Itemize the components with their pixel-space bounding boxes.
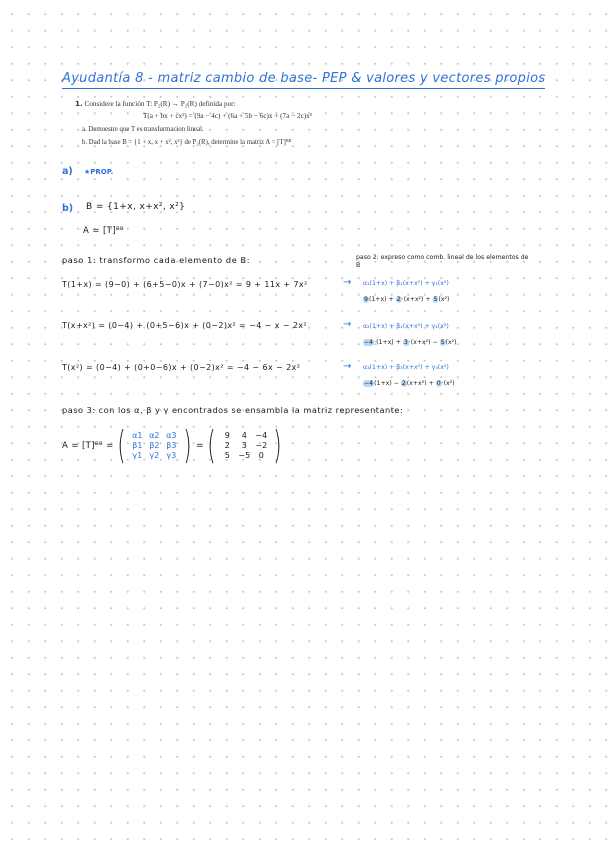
matrix-cell: −5: [238, 450, 251, 460]
row3-term-c: ·(x²): [441, 380, 455, 387]
right-paren: ): [273, 423, 282, 467]
matrix-definition: A = [T]ᴮᴮ: [83, 226, 125, 236]
matrix-cell: γ3: [166, 450, 177, 460]
row1-gamma: 5: [433, 296, 438, 303]
final-lhs: A = [T]ᴮᴮ =: [62, 441, 114, 451]
left-paren: (: [117, 423, 126, 467]
title-underline: [62, 88, 545, 89]
matrix-cell: γ2: [149, 450, 160, 460]
numeric-matrix-grid: [219, 431, 270, 460]
row3-coef: [363, 380, 455, 387]
row2-term-a: ·(1+x) +: [374, 339, 403, 346]
matrix-cell: β2: [149, 440, 160, 450]
part-b-label: b): [62, 203, 74, 214]
row2-coef: [363, 339, 457, 346]
page-title: [62, 71, 545, 86]
row2-term-c: (x²): [445, 339, 457, 346]
row3-beta: 2: [401, 380, 406, 387]
row2-gamma: 5: [440, 339, 445, 346]
row3-gamma: 0: [436, 380, 441, 387]
matrix-cell: β3: [166, 440, 177, 450]
matrix-cell: 5: [224, 450, 230, 460]
row3-term-a: (1+x) −: [374, 380, 401, 387]
paso3-heading: paso 3: con los α, β y γ encontrados se ensambla la matriz representante:: [62, 405, 404, 415]
row3-transform: T(x²) = (0−4) + (0+0−6)x + (0−2)x² = −4 − 6x − 2x²: [62, 363, 301, 372]
matrix-cell: −2: [255, 440, 268, 450]
matrix-cell: α1: [132, 430, 143, 440]
row3-comb: α₃(1+x) + β₃(x+x²) + γ₃(x²): [363, 364, 449, 371]
matrix-cell: 3: [241, 440, 247, 450]
matrix-cell: β1: [132, 440, 143, 450]
row1-term-a: (1+x) +: [368, 296, 396, 303]
problem-statement: [75, 99, 236, 108]
row1-comb: α₁(1+x) + β₁(x+x²) + γ₁(x²): [363, 280, 449, 287]
page-title-text: Ayudantía 8 - matriz cambio de base- PEP & valores y vectores propios: [62, 71, 546, 86]
problem-number: 1.: [75, 99, 83, 108]
matrix-cell: α2: [149, 430, 160, 440]
row1-term-c: (x²): [438, 296, 450, 303]
problem-item-b: b. Dad la base B = {1 + x, x + x², x²} de P₂(R), determine la matriz A = [T]ᴮᴮ: [82, 139, 292, 146]
row1-transform: T(1+x) = (9−0) + (6+5−0)x + (7−0)x² = 9 + 11x + 7x²: [62, 280, 308, 289]
problem-text: Considere la función T: P₂(R) → P₂(R) definida por:: [84, 100, 236, 108]
row3-arrow-icon: →: [343, 361, 352, 372]
row2-beta: 3: [403, 339, 408, 346]
matrix-equals: =: [196, 441, 204, 451]
row1-term-b: ·(x+x²) +: [401, 296, 433, 303]
part-a-label: a): [62, 166, 73, 177]
matrix-cell: 2: [224, 440, 230, 450]
row2-term-b: ·(x+x²) −: [408, 339, 440, 346]
row2-alpha: −4: [364, 339, 374, 346]
row2-transform: T(x+x²) = (0−4) + (0+5−6)x + (0−2)x² = −4 − x − 2x²: [62, 321, 308, 330]
row1-arrow-icon: →: [343, 277, 352, 288]
numeric-matrix: [204, 423, 285, 467]
matrix-cell: 0: [258, 450, 264, 460]
row2-arrow-icon: →: [343, 319, 352, 330]
matrix-cell: 9: [224, 430, 230, 440]
matrix-cell: γ1: [132, 450, 143, 460]
row1-beta: 2: [396, 296, 401, 303]
part-a-note: ★PROP.: [84, 168, 114, 176]
paso2-heading: paso 2: expreso como comb. lineal de los elementos de B: [356, 254, 529, 269]
symbolic-matrix-grid: [129, 431, 180, 460]
row3-term-b: (x+x²) +: [406, 380, 436, 387]
matrix-cell: 4: [241, 430, 247, 440]
problem-item-a: a. Demuestre que T es transformacion lineal.: [82, 126, 204, 133]
symbolic-matrix: [114, 423, 195, 467]
row1-coef: [363, 296, 449, 303]
row2-comb: α₂(1+x) + β₂(x+x²) + γ₂(x²): [363, 323, 449, 330]
problem-formula: T(a + bx + cx²) = (9a − 4c) + (6a + 5b − 6c)x + (7a − 2c)x²: [143, 112, 312, 120]
paso1-heading: paso 1: transformo cada elemento de B:: [62, 255, 251, 265]
matrix-cell: α3: [166, 430, 177, 440]
row1-alpha: 9: [364, 296, 368, 303]
basis-definition: B = {1+x, x+x², x²}: [86, 202, 186, 212]
row3-alpha: −4: [364, 380, 374, 387]
right-paren: ): [183, 423, 192, 467]
left-paren: (: [207, 423, 216, 467]
matrix-cell: −4: [255, 430, 268, 440]
